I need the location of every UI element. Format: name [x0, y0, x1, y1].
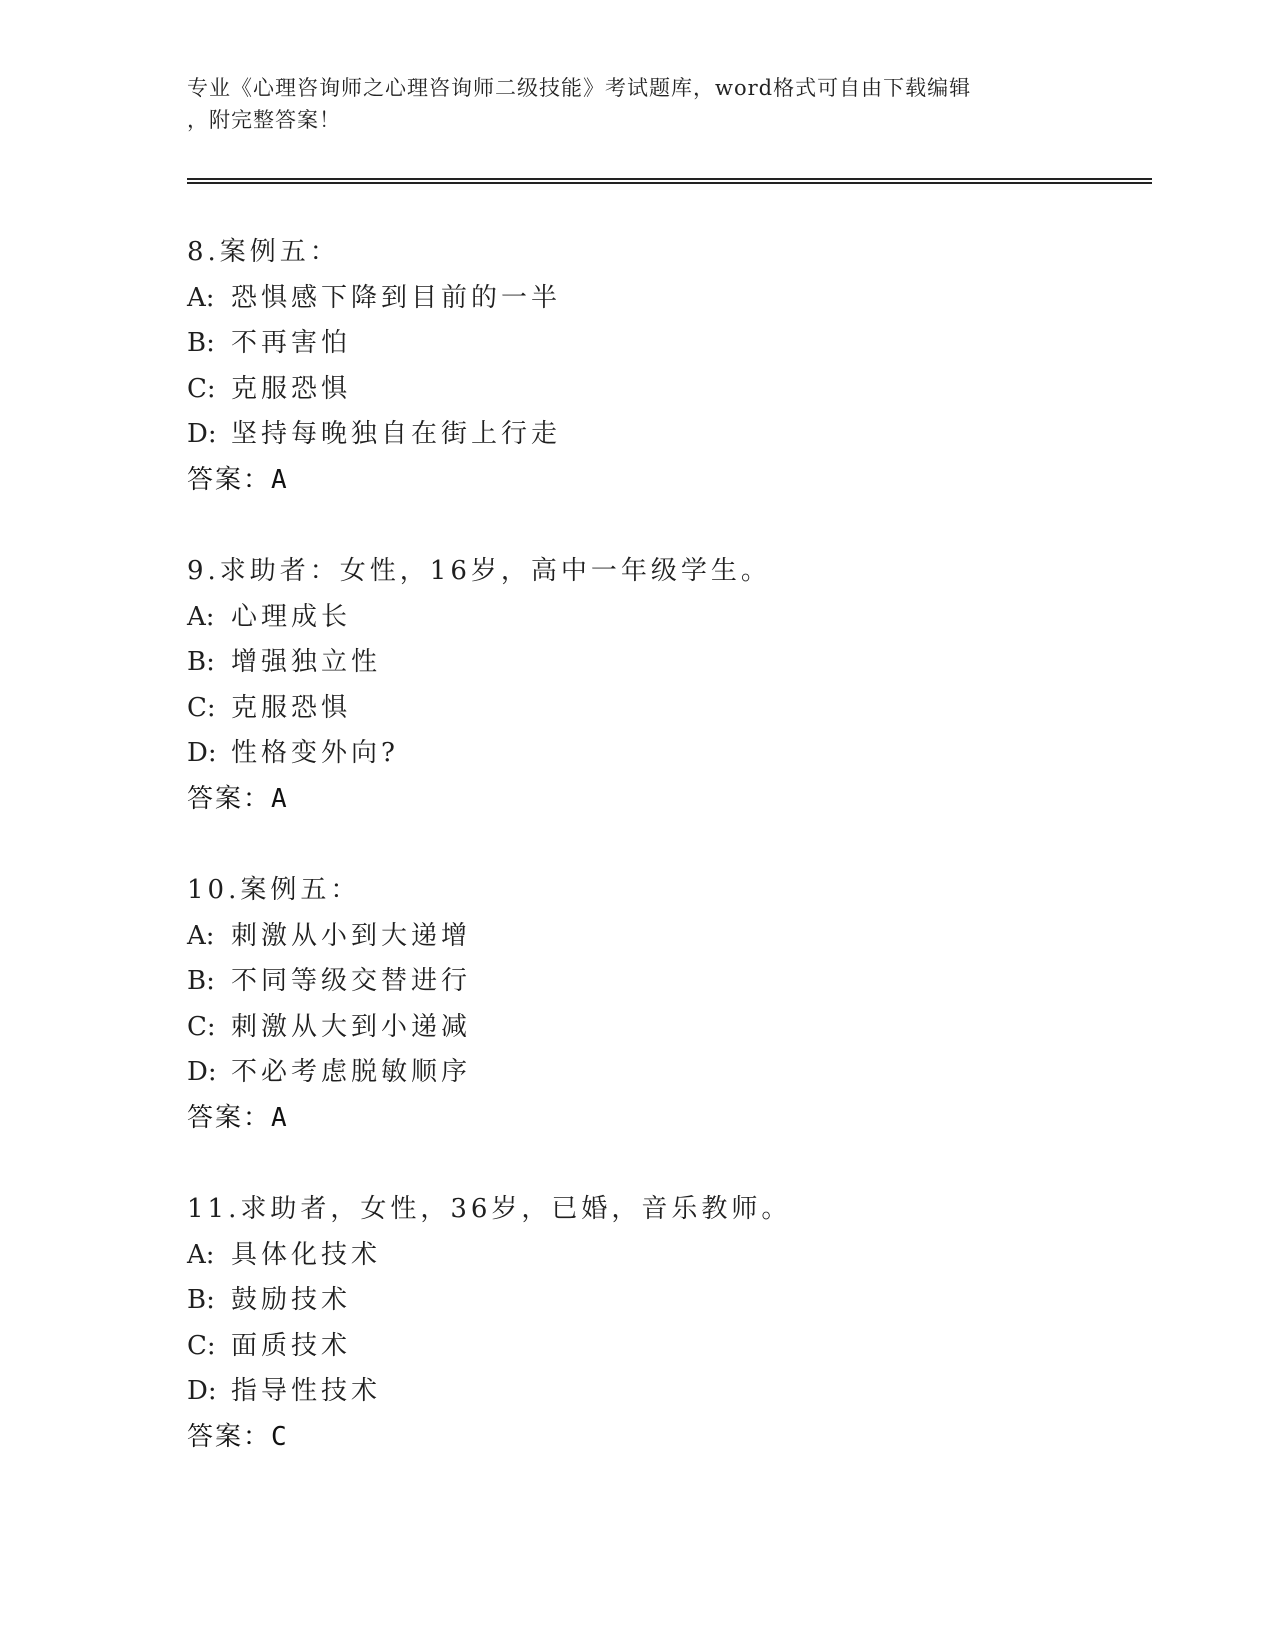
answer-label: 答案：	[187, 1102, 272, 1133]
question-stem: 9.求助者：女性，16岁，高中一年级学生。	[187, 556, 771, 586]
option-key: A:	[187, 601, 215, 632]
option-key: C:	[187, 1330, 216, 1361]
option-text: 坚持每晚独自在街上行走	[231, 419, 562, 449]
header-line-1: 专业《心理咨询师之心理咨询师二级技能》考试题库，word格式可自由下载编辑	[187, 76, 972, 100]
answer-label: 答案：	[187, 783, 272, 814]
option-text: 恐惧感下降到目前的一半	[231, 282, 562, 313]
option-key: C:	[187, 1011, 216, 1042]
option-a	[187, 595, 1147, 641]
option-text: 克服恐惧	[231, 692, 352, 723]
option-text: 不再害怕	[231, 328, 352, 358]
question-stem: 8.案例五：	[187, 237, 340, 267]
option-a	[187, 1233, 1147, 1279]
option-text: 刺激从小到大递增	[231, 920, 472, 951]
option-key: D:	[187, 1376, 217, 1406]
header-line-2: ，附完整答案！	[187, 108, 341, 132]
option-key: B:	[187, 647, 215, 677]
option-b	[187, 321, 1147, 367]
option-b	[187, 1278, 1147, 1324]
answer-value: A	[271, 1102, 289, 1133]
option-a	[187, 276, 1147, 322]
option-b	[187, 640, 1147, 686]
option-key: C:	[187, 373, 216, 404]
question-item	[187, 230, 1147, 503]
question-stem: 10.案例五：	[187, 875, 361, 905]
option-text: 不必考虑脱敏顺序	[231, 1057, 472, 1087]
option-d	[187, 1050, 1147, 1096]
option-key: A:	[187, 920, 215, 951]
option-key: B:	[187, 1285, 215, 1315]
option-text: 心理成长	[231, 601, 352, 632]
answer-value: C	[271, 1421, 289, 1452]
rule-line-bottom	[187, 182, 1152, 184]
answer-label: 答案：	[187, 464, 272, 495]
option-text: 刺激从大到小递减	[231, 1011, 472, 1042]
option-key: C:	[187, 692, 216, 723]
option-text: 指导性技术	[231, 1376, 382, 1406]
option-key: D:	[187, 738, 217, 768]
option-a	[187, 914, 1147, 960]
answer-label: 答案：	[187, 1421, 272, 1452]
rule-line-top	[187, 178, 1152, 180]
question-item	[187, 1187, 1147, 1460]
option-key: D:	[187, 1057, 217, 1087]
option-text: 面质技术	[231, 1330, 352, 1361]
option-d	[187, 731, 1147, 777]
header-double-rule	[187, 178, 1152, 184]
option-c	[187, 367, 1147, 413]
question-list	[187, 230, 1147, 1506]
question-stem: 11.求助者，女性，36岁，已婚，音乐教师。	[187, 1194, 792, 1224]
option-key: B:	[187, 328, 215, 358]
option-c	[187, 1005, 1147, 1051]
option-text: 性格变外向?	[231, 738, 399, 768]
answer-value: A	[271, 783, 289, 814]
question-item	[187, 868, 1147, 1141]
answer-value: A	[271, 464, 289, 495]
answer	[187, 777, 1147, 823]
option-c	[187, 1324, 1147, 1370]
option-c	[187, 686, 1147, 732]
option-text: 具体化技术	[231, 1239, 382, 1270]
option-key: A:	[187, 1239, 215, 1270]
option-key: B:	[187, 966, 215, 996]
answer	[187, 458, 1147, 504]
question-item	[187, 549, 1147, 822]
option-d	[187, 1369, 1147, 1415]
answer	[187, 1096, 1147, 1142]
option-d	[187, 412, 1147, 458]
option-b	[187, 959, 1147, 1005]
answer	[187, 1415, 1147, 1461]
option-text: 增强独立性	[231, 647, 382, 677]
option-text: 鼓励技术	[231, 1285, 352, 1315]
option-text: 不同等级交替进行	[231, 966, 472, 996]
option-text: 克服恐惧	[231, 373, 352, 404]
option-key: A:	[187, 282, 215, 313]
document-header	[187, 72, 1087, 136]
option-key: D:	[187, 419, 217, 449]
